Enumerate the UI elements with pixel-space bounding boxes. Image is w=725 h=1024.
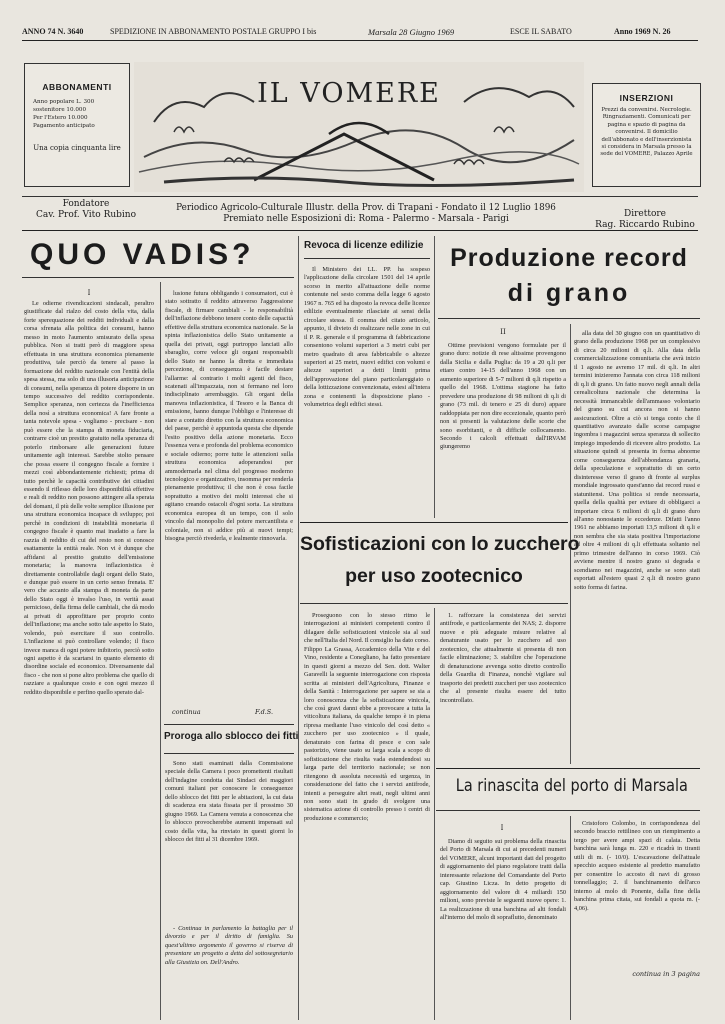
article-paragraph: Diamo di seguito sui problema della rinascita del Porto di Marsala di cui ai precedenti numeri del VOMERE, alcuni importanti dati del progetto di aggiornamento del piano regolatore tratti dalla interessante relazione del Comandante del Porto cap. Giustino Licza. In detto progetto di aggiornamento del valore di 4 miliardi 150 milioni, sono previste le seguenti nuove opere: 1. La realizzazione di una banchina ad alti fondali all'interno del molo di sopraflutto, denominato bbox=[440, 838, 566, 922]
produzione-section: II bbox=[500, 328, 506, 336]
produzione-headline-line2: di grano bbox=[507, 279, 631, 307]
founder-label: Fondatore bbox=[62, 199, 110, 209]
rinascita-headline: La rinascita del porto di Marsala bbox=[455, 776, 688, 796]
produzione-rule bbox=[438, 318, 700, 319]
sofisticazioni-top-rule bbox=[300, 522, 568, 523]
article-paragraph: Cristoforo Colombo, in corrispondenza del secondo braccio rettilineo con un riempimento a tergo per avere ampi spazi di calata. Detta banchina sarà lunga m. 220 e ricadrà in tiranti utili di m. (- 10/0). L'escavazione dell'attuale specchio acqueo esistente al predetto manufatto per consentire lo accosto di navi di grosso tonnellaggio; 2. il banchinamento dell'arco interno al molo di Ponente, dalla fine della banchina prima citata, sui fondali a quota m. (- 4,06). bbox=[574, 820, 700, 912]
divorzio-note bbox=[165, 925, 293, 1017]
article-signature: F.d.S. bbox=[255, 708, 274, 716]
inserzioni-text: Prezzi da convenirsi. Necrologie. Ringraziamenti. Comunicati per pagina e spazio di pagina da convenirsi. Il domicilio dell'abbonato e dell'inserzionista si considera in Marsala presso la sede del VOMERE, Palazzo Aprile bbox=[600, 107, 693, 158]
sofisticazioni-col2 bbox=[440, 612, 566, 760]
column-rule bbox=[298, 236, 299, 1020]
article-paragraph: lusione futura obbligando i consumatori, cui è stato sottratto il reddito attraverso l'aggressione fiscale, di firmare cambiali - le responsabilità dell'inflazione debbono tenere conto delle capacità effettive della struttura economica nazionale. Se la spinta inflazionistica dello Stato unitamente a quella dei privati, oggi purtroppo lanciati allo sbaraglio, corre veloce gli organi responsabili dello Stato ne hanno la diretta e immediata percezione, di conseguenza è facile destare l'allarme: al contrario i molti agenti del fisco, scatenati all'impazzata, non si fermano nel loro indisciplinato arrembaggio. Gli organi della manovra inflazionistica, il Tesoro e la Banca di emissione, hanno dunque l'obbligo e l'interesse di stare a contatto diretto con la struttura economica del paese, perchè è appuntoda questa che dipende l'esito positivo della azione monetaria. Ecco l'essenza vera e profonda del problema economico e sociale odierno; porre tutte le attenzioni sulla struttura economica adoperandosi per ammodernarla nel clima del progresso moderno tecnologico e organizzativo, insomma per renderla pienamente produttiva; il che non è cosa facile soprattutto a motivo dei molti interessi che si agitano creando ostacoli d'ogni sorta. La struttura economica europea di un tempo, con il solo vincolo dal monopolio del potere mercantilista e coloniale, non si addice più ai nuovi tempi; bisogna perciò rivederla, e lealmente rinnovarla. bbox=[165, 290, 293, 543]
founder-name: Cav. Prof. Vito Rubino bbox=[35, 210, 137, 220]
rinascita-rule bbox=[436, 810, 700, 811]
abbonamenti-title: ABBONAMENTI bbox=[42, 82, 112, 92]
article-paragraph: - Continua in parlamento la battaglia per il divorzio e per il diritto di famiglia. Su quest'ultimo argomento il governo si riserva di presentare un progetto a detta del sottosegretario alla Giustizia on. Dell'Andro. bbox=[165, 925, 293, 966]
abbonamenti-line: sostenitore 10.000 bbox=[33, 107, 87, 113]
issue-number: ANNO 74 N. 3640 bbox=[22, 27, 84, 36]
abbonamenti-box bbox=[24, 63, 130, 187]
place-date: Marsala 28 Giugno 1969 bbox=[368, 27, 455, 37]
single-copy-price: Una copia cinquanta lire bbox=[33, 144, 121, 152]
article-paragraph: Il Ministero dei LL. PP. ha sospeso l'applicazione della circolare 1501 del 14 aprile scorso in merito all'attuazione delle norme contenute nel sesto comma della legge 6 agosto 1967 n. 765 ed ha disposto la revoca delle licenze edilizie eventualmente rilasciate ai sensi della circolare stessa. Il comma del citato articolo, appunto, il divieto di realizzare nelle zone in cui il P. R. generale e il programma di fabbricazione consentono volumi superiori a 3 metri cubi per metro quadrato di area fabbricabile o altezze superiori ai 25 metri, nuovi edifici con volumi e altezze superiori a detti limiti prima dell'approvazione del piano particolareggiato o della lottizzazione convenzionata, estesi all'intera zona e contenenti la disposizione plano - volumetrica degli edifici stessi. bbox=[304, 266, 430, 409]
revoca-text bbox=[304, 266, 430, 512]
abbonamenti-line: Pagamento anticipato bbox=[33, 123, 95, 129]
column-rule bbox=[434, 236, 435, 518]
proroga-bottom-rule bbox=[164, 753, 294, 754]
proroga-headline: Proroga allo sblocco dei fitti bbox=[164, 731, 299, 742]
awards-line: Premiato nelle Esposizioni di: Roma - Palermo - Marsala - Parigi bbox=[223, 214, 509, 224]
produzione-headline-line1: Produzione record bbox=[450, 244, 688, 272]
column-rule bbox=[160, 282, 161, 1020]
rinascita-col1 bbox=[440, 838, 566, 1018]
rinascita-col2 bbox=[574, 820, 700, 968]
quo-vadis-col2 bbox=[165, 290, 293, 704]
column-rule bbox=[570, 816, 571, 1020]
postal-notice: SPEDIZIONE IN ABBONAMENTO POSTALE GRUPPO I bis bbox=[110, 27, 317, 36]
masthead-rule bbox=[22, 196, 698, 197]
quo-vadis-section: I bbox=[87, 289, 91, 297]
proroga-top-rule bbox=[164, 724, 294, 725]
sofisticazioni-headline-line1: Sofisticazioni con lo zucchero bbox=[300, 533, 580, 555]
proroga-text bbox=[165, 760, 293, 920]
continua-note: continua in 3 pagina bbox=[632, 970, 700, 978]
continua-note: continua bbox=[172, 708, 201, 716]
column-rule bbox=[434, 608, 435, 1020]
article-paragraph: alla data del 30 giugno con un quantitativo di grano della produzione 1968 per un complessivo di circa 20 milioni di q.li. Alla data della commercializzazione comunitaria che avrà inizio il 1 agosto ne avremo 17 mil. di q.li. In altri termini inizieremo l'annata con circa 118 milioni di q.li di grano. Un fatto nuovo negli annali della cerealicoltura nazionale che determina la necessità immancabile dell'ammasso volontario del grano su cui ancora non si hanno assicurazioni. Oltre a ciò si tenga conto che il quantitativo avanzato dalle scorse campagne ingombra i magazzini senza speranza di sollecito impiego impedendo di ricevere altro prodotto. La situazione quindi si presenta in forma abnorme come conseguenza dell'abbondanza granaria, della speculazione e soprattutto di un certo disinteresse verso il grano di fronte al surplus mondiale ingrossato quest'anno dai record russi e statunitensi. Una politica si rende necessaria, quella della qualità per evitare di obbligarci a importare circa 6 milioni di q.li di grano duro all'anno nonostante le eccedenze. Difatti l'anno 1961 ne abbiamo importati 13,5 milioni di q.li e non sembra che sia stata positiva l'importazione ad oltre 4 milioni di q.li effettuata soltanto nel primo trimestre dell'anno in corso 1969. Ciò avviene mentre il nostro grano si degrada e scendiamo nei magazzini, anche se sono stati esportati all'estero quasi 2 q.li di nostro grano sotto forma di farina. bbox=[574, 330, 700, 591]
sofisticazioni-col1 bbox=[304, 612, 430, 1018]
article-paragraph: Le odierne rivendicazioni sindacali, peraltro giustificate dal rialzo del costo della vita, dalla forte sperequazione dei redditi individuali e dalla corsa sfrenata alla politica dei consumi, hanno messo in moto l'aumento smisurato della spesa pubblica. Non si tratti però di maggiore spesa effettuata in una struttura economica pienamente produttiva, tale perciò da tenere al passo la formazione del reddito nazionale con l'entità della spesa stessa, ma solo di una illusoria anticipazione di consumi, nella speranza di potere disporre in un tempo successivo del reddito corrispondente. Semplice speranza, non certezza da l'inefficienza della nosì a struttura economica! A fare fronte a tanta notevole spesa - vogliamo - precisare - non può essere che la stampa di moneta fiduciaria, contrarre cioè un prestito gratuito nella speranza di poterlo rimborsare alle generazioni future unitamente agli interessi. Sarebbe stolto pensare che possa essere il congegno fiscale a fornire i mezzi così abbondantemente richiesti; prima di tutto perchè le capacità contributive dei cittadini essendo il riflesso delle loro disponibilità effettive e reali di reddito non possono attingere alla sperata del domani, il più delle volte semplice illusione per una struttura economica incapace di sviluppo; poi perchè in condizioni di instabilità monetaria il congegno fiscale è quanto mai inadatto a fare la razzia di reddito di cui del resto non si conosce esattamente la entità reale. Non vi è dunque che affidarsi al prestito gratuito dell'emissione monetaria; la manovra inflazionistica è direttamente controllabile dagli organi dello Stato, e dunque può essere in un certo senso frenata. E' vero che accanto alla stampa di moneta da parte dello Stato oggi è invalso l'uso, in verità assai pernicioso, della firma delle cambiali, che dà modo ai privati di approfittare per proprio conto dell'inflazione; ma anche sotto tale aspetto lo Stato, volendo, può esercitare il suo controllo. L'inflazione si può controllare volendo; il fisco invece manca di ogni potere inibitorio, perciò sotto ogni aspetto è da scartarsi in quanto elemento di disordine sociale ed economico. Diversamente dal fisco - che non si pone altro problema che quello di razziare a qualunque costo e con ogni mezzo il reddito disponibile e perfino quello sperato dal- bbox=[24, 300, 154, 696]
abbonamenti-line: Anno popolare L. 300 bbox=[33, 99, 95, 105]
sofisticazioni-headline-line2: per uso zootecnico bbox=[345, 565, 523, 587]
top-rule bbox=[22, 40, 698, 41]
inserzioni-box bbox=[592, 83, 701, 187]
article-paragraph: Proseguono con lo stesso ritmo le interrogazioni ai ministeri competenti contro il dilagare delle sofisticazioni vinicole sia al sud che nell'Italia del Nord. Il consiglio ha dato corso. Filippo La Grassa, Accademico della Vite e del Vino, residente a Conegliano, ha fatto presentare in questi giorni a mezzo del Sen. dott. Walter Garavelli la seguente interrogazione con risposta scritta ai ministeri dell'Agricoltura, Finanze e della Sanità : Interrogazione per sapere se sia a loro conoscenza che la sofisticazione vinicola, che così gravi danni ebbe a provocare a tutta la viticoltura italiana, da qualche tempo è in piena ripresa mediante l'uso vinicolo del così detto « zucchero per uso zootecnico » il quale, denaturato con farina di pesce e con sale pastorizio, viene usato su larga scala a scopo di sofisticazione che risulta vada estendendosi su larga parte del territorio nazionale; se non ritengono di assoluta necessità ed urgenza, in considerazione del fatto che i servizi antifrode, intenti a perseguire altri reati, negli ultimi anni non sono stati in grado di svolgere una sistematica azione di controllo presso i centri di produzione e commercio; bbox=[304, 612, 430, 822]
revoca-headline: Revoca di licenze edilizie bbox=[304, 240, 424, 251]
article-paragraph: Ottime previsioni vengono formulate per il grano duro: notizie di rese altissime provengono dalla Sicilia e dalla Puglia: da 19 a 20 q.li per ettaro contro 14-15 dell'anno 1968 con un aumento superiore di 5-7 milioni di q.li rispetto a quello del 1968. L'ottima stagione ha fatto prevedere una produzione di 98 milioni di q.li di grano (73 mil. di tenero e 25 di duro) appare raddoppiata per non dire eccezionale, quanto però non si presenti la valutazione delle scorte che sono esorbitanti, e di difficile collocamento. Secondo i calcoli effettuati dall'IRVAM giungeremo bbox=[440, 342, 566, 451]
quo-vadis-col1 bbox=[24, 300, 154, 1018]
article-paragraph: Sono stati esaminati dalla Commissione speciale della Camera i poco promettenti risultati dell'indagine condotta dai Sindaci dei maggiori comuni italiani per conoscere le conseguenze dello sblocco dei fitti per le abitazioni, la cui data di scadenza era stata fissata per il prossimo 30 giugno 1969. La Camera venuta a conoscenza che lo sblocco provocherebbe aumenti impensati sul costo della vita, ha rinviato in questi giorni lo sblocco dei fitti al 31 dicembre 1969. bbox=[165, 760, 293, 844]
publication-day: ESCE IL SABATO bbox=[510, 27, 572, 36]
quo-vadis-rule bbox=[22, 277, 294, 278]
newspaper-title: IL VOMERE bbox=[257, 78, 441, 109]
article-paragraph: 1. rafforzare la consistenza dei servizi antifrode, e particolarmente dei NAS; 2. disporre nuove e più adeguate misure relative al denaturante usato per lo zucchero ad uso zootecnico, che attualmente si presenta di non facile eliminazione; 3. stabilire che l'operazione di denaturazione avvenga sotto diretto controllo della Guardia di Finanza, nonchè vigilare sul trasporto dei predetti zuccheri per uso zootecnico che al presente risulta essere del tutto incontrollato. bbox=[440, 612, 566, 704]
quo-vadis-headline: QUO VADIS? bbox=[30, 238, 255, 271]
periodical-description: Periodico Agricolo-Culturale Illustr. della Prov. di Trapani - Fondato il 12 Luglio 1896 bbox=[176, 203, 556, 213]
director-label: Direttore bbox=[623, 209, 666, 219]
rinascita-top-rule bbox=[436, 768, 700, 769]
revoca-rule bbox=[304, 258, 430, 259]
sofisticazioni-rule bbox=[300, 603, 568, 604]
year-number: Anno 1969 N. 26 bbox=[614, 27, 671, 36]
director-name: Rag. Riccardo Rubino bbox=[595, 220, 695, 230]
abbonamenti-line: Per l'Estero 10.000 bbox=[33, 115, 88, 121]
inserzioni-title: INSERZIONI bbox=[619, 93, 674, 103]
produzione-col1 bbox=[440, 342, 566, 517]
produzione-col2 bbox=[574, 330, 700, 760]
rinascita-section: I bbox=[500, 824, 504, 832]
masthead-bottom-rule bbox=[22, 230, 698, 231]
